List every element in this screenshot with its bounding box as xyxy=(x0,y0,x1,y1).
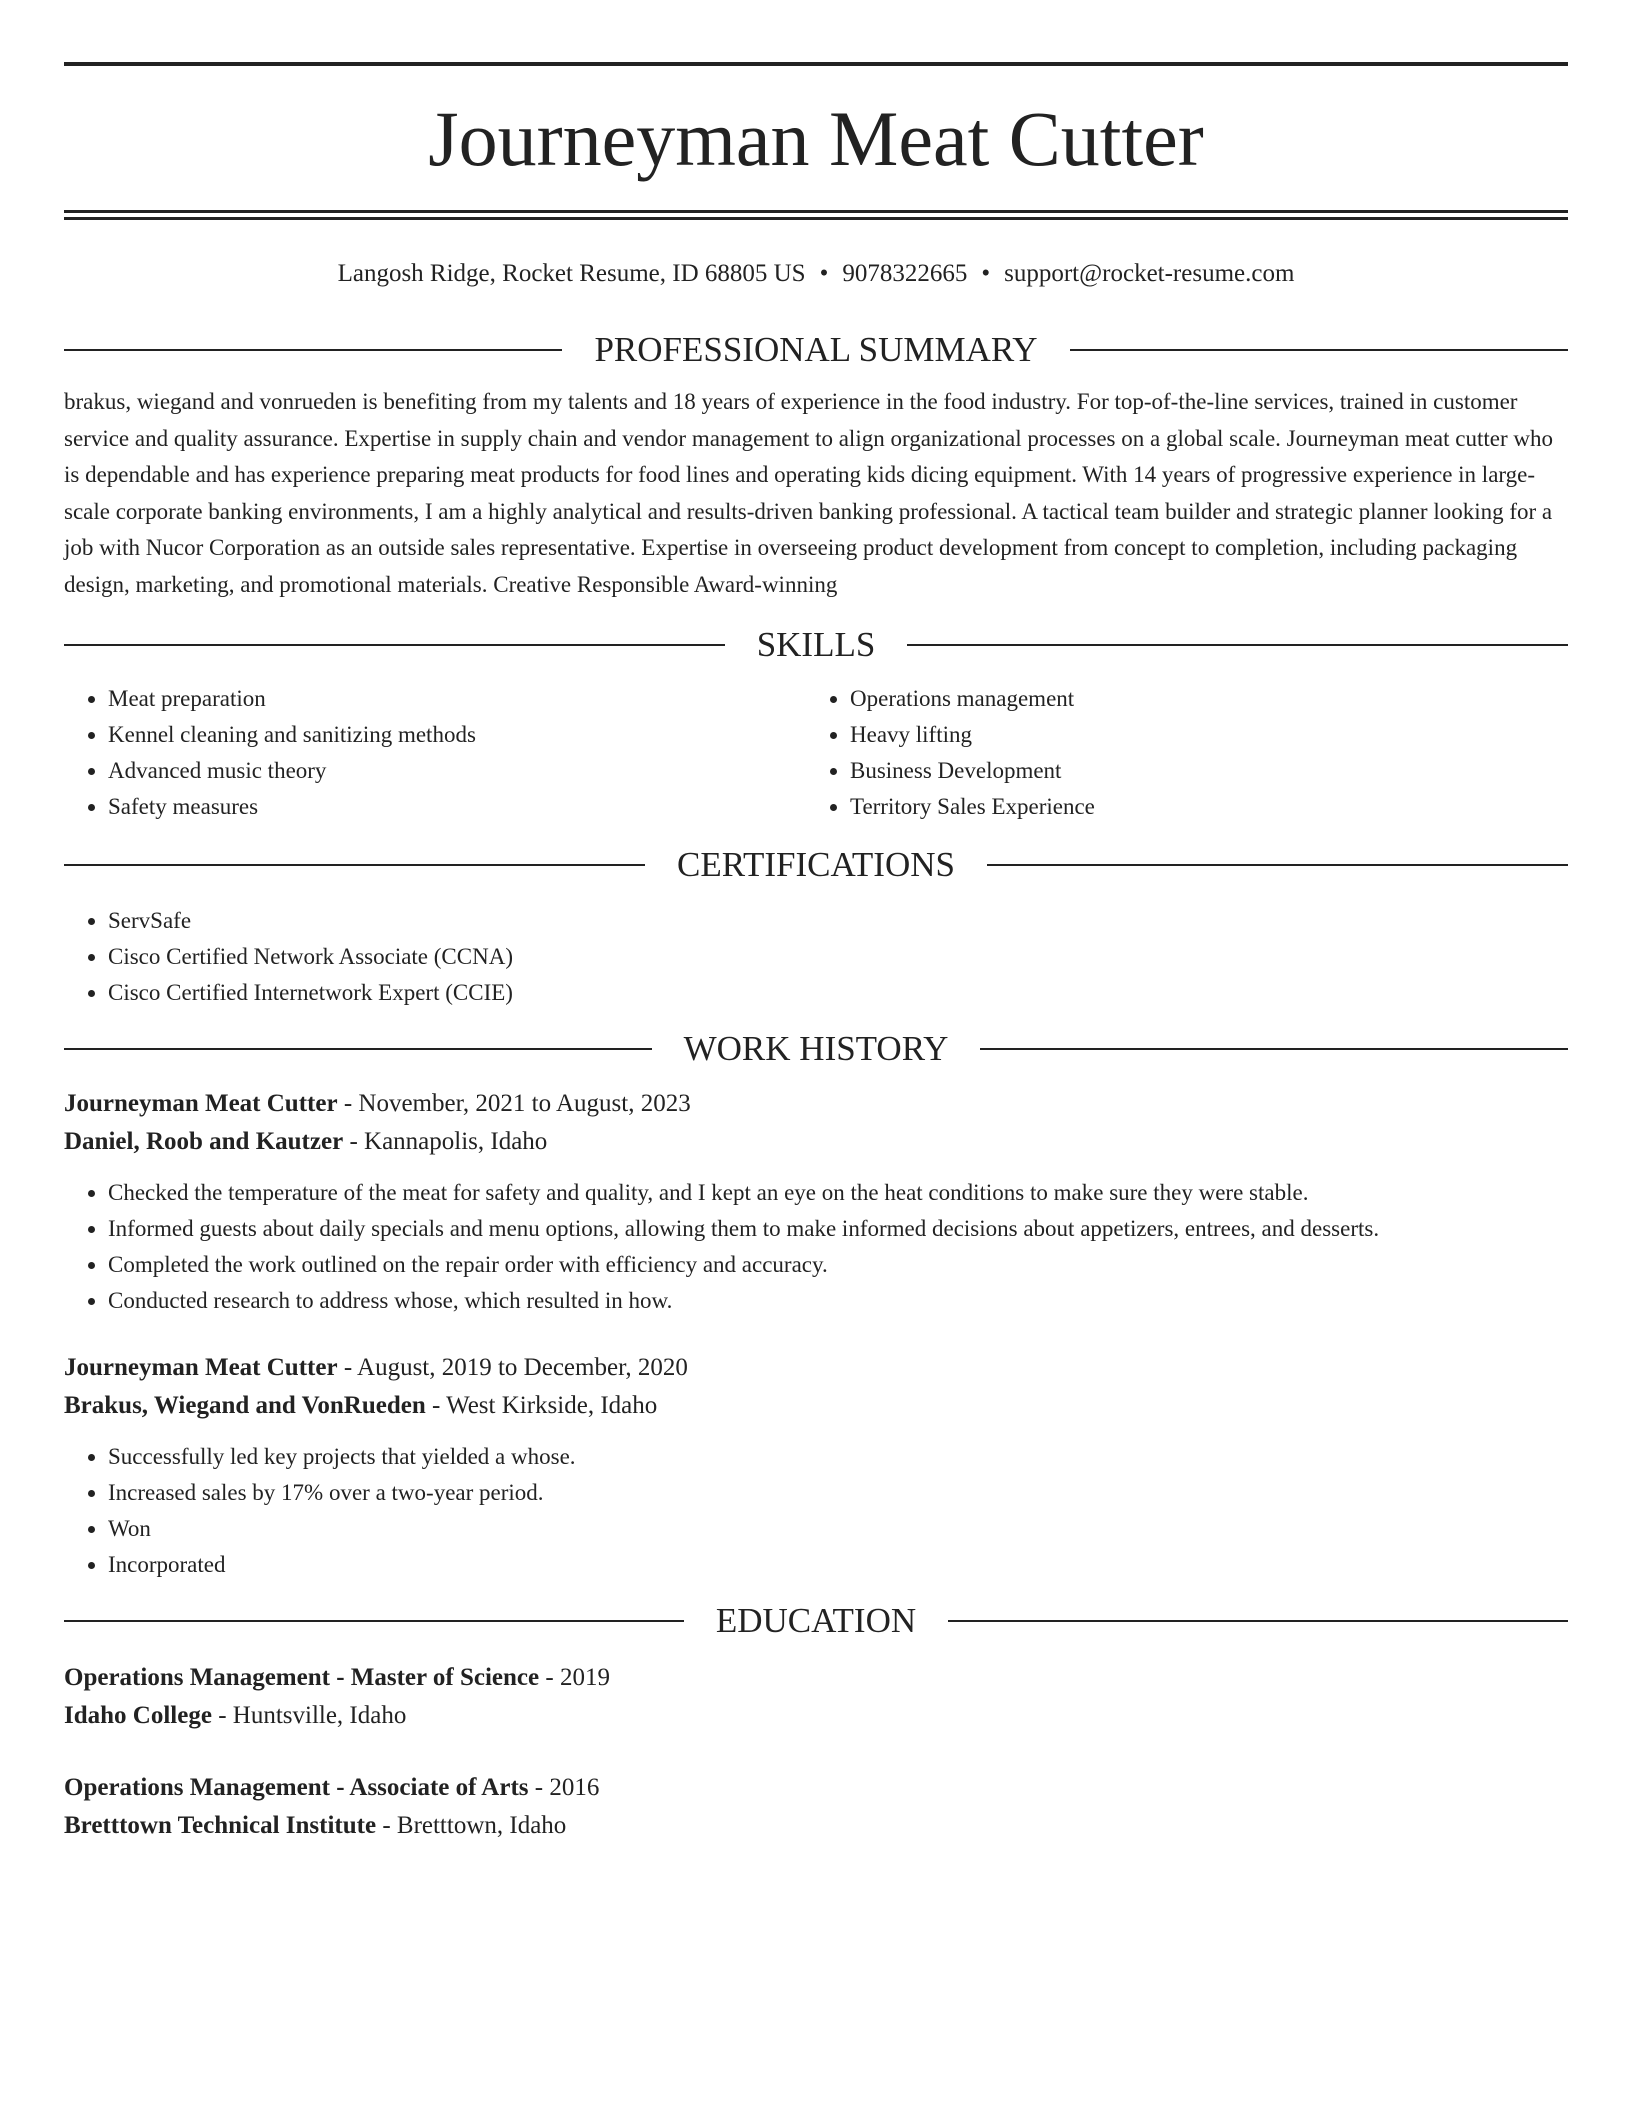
contact-line xyxy=(64,256,1568,292)
skill-item: • Meat preparation xyxy=(108,681,806,717)
job-duty-item: • Completed the work outlined on the repair order with efficiency and accuracy. xyxy=(108,1247,1568,1283)
summary-heading-text: PROFESSIONAL SUMMARY xyxy=(594,330,1038,369)
heading-rule-right xyxy=(907,644,1568,646)
job-duties xyxy=(64,1175,1568,1319)
education-school-line xyxy=(64,1697,1568,1735)
job-duty-item: • Informed guests about daily specials and menu options, allowing them to make informed decisions about appetizers, entrees, and desserts. xyxy=(108,1211,1568,1247)
heading-rule-right xyxy=(1070,349,1568,351)
skill-item: • Territory Sales Experience xyxy=(850,789,1566,825)
heading-rule-left xyxy=(64,644,725,646)
job-title-line xyxy=(64,1085,1568,1123)
education-school: Idaho College xyxy=(64,1702,212,1729)
job-duties xyxy=(64,1439,1568,1583)
job-dates: - November, 2021 to August, 2023 xyxy=(337,1090,691,1117)
education-degree-line xyxy=(64,1659,1568,1697)
education-location: - Bretttown, Idaho xyxy=(376,1812,567,1839)
certifications-heading xyxy=(64,841,1568,889)
heading-rule-right xyxy=(987,864,1568,866)
job-duty-item: • Increased sales by 17% over a two-year period. xyxy=(108,1475,1568,1511)
education-entry xyxy=(64,1659,1568,1735)
job-title: Journeyman Meat Cutter xyxy=(64,1354,338,1381)
job-location: - West Kirkside, Idaho xyxy=(425,1392,658,1419)
job-company-line xyxy=(64,1123,1568,1161)
contact-phone[interactable]: 9078322665 xyxy=(842,260,968,287)
skills-heading-text: SKILLS xyxy=(756,625,876,664)
skills-list xyxy=(64,681,1568,825)
skills-column-right xyxy=(806,681,1566,825)
education-entry xyxy=(64,1769,1568,1845)
education-year: - 2019 xyxy=(539,1664,610,1691)
contact-separator: • xyxy=(819,260,829,287)
contact-address: Langosh Ridge, Rocket Resume, ID 68805 US xyxy=(337,260,806,287)
title-double-rule xyxy=(64,210,1568,220)
education-heading xyxy=(64,1597,1568,1645)
skill-item: • Business Development xyxy=(850,753,1566,789)
work-history-heading-text: WORK HISTORY xyxy=(683,1029,949,1068)
heading-rule-left xyxy=(64,349,562,351)
heading-rule-left xyxy=(64,1620,684,1622)
top-rule xyxy=(64,62,1568,66)
certifications-heading-text: CERTIFICATIONS xyxy=(677,845,955,884)
job-company: Brakus, Wiegand and VonRueden xyxy=(64,1392,426,1419)
education-year: - 2016 xyxy=(528,1774,600,1801)
heading-rule-right xyxy=(948,1620,1568,1622)
job-entry xyxy=(64,1085,1568,1319)
skill-item: • Operations management xyxy=(850,681,1566,717)
work-history-heading xyxy=(64,1025,1568,1073)
contact-email[interactable]: support@rocket-resume.com xyxy=(1004,260,1295,287)
job-entry xyxy=(64,1349,1568,1583)
job-duty-item: • Checked the temperature of the meat for safety and quality, and I kept an eye on the heat conditions to make sure they were stable. xyxy=(108,1175,1568,1211)
job-duty-item: • Won xyxy=(108,1511,1568,1547)
skill-item: • Heavy lifting xyxy=(850,717,1566,753)
education-degree: Operations Management - Master of Science xyxy=(64,1664,540,1691)
heading-rule-left xyxy=(64,864,645,866)
certification-item: • Cisco Certified Internetwork Expert (CCIE) xyxy=(108,975,1568,1011)
education-degree-line xyxy=(64,1769,1568,1807)
skill-item: • Advanced music theory xyxy=(108,753,806,789)
certification-item: • Cisco Certified Network Associate (CCNA) xyxy=(108,939,1568,975)
skill-item: • Safety measures xyxy=(108,789,806,825)
education-location: - Huntsville, Idaho xyxy=(211,1702,407,1729)
summary-heading xyxy=(64,326,1568,374)
education-school: Bretttown Technical Institute xyxy=(64,1812,377,1839)
heading-rule-right xyxy=(980,1048,1568,1050)
education-heading-text: EDUCATION xyxy=(715,1601,917,1640)
job-company: Daniel, Roob and Kautzer xyxy=(64,1128,344,1155)
job-title: Journeyman Meat Cutter xyxy=(64,1090,338,1117)
education-degree: Operations Management - Associate of Arts xyxy=(64,1774,529,1801)
resume-title: Journeyman Meat Cutter xyxy=(428,95,1204,182)
summary-text: brakus, wiegand and vonrueden is benefiting from my talents and 18 years of experience in the food industry. For top-of-the-line services, trained in customer service and quality assurance. Expertise in supply chain and vendor management to align organizational processes on a global scale. Journeyman meat cutter who is dependable and has experience preparing meat products for food lines and operating kids dicing equipment. With 14 years of progressive experience in large-scale corporate banking environments, I am a highly analytical and results-driven banking professional. A tactical team builder and strategic planner looking for a job with Nucor Corporation as an outside sales representative. Expertise in overseeing product development from concept to completion, including packaging design, marketing, and promotional materials. Creative Responsible Award-winning xyxy=(64,389,1553,597)
skills-heading xyxy=(64,621,1568,669)
job-company-line xyxy=(64,1387,1568,1425)
contact-separator: • xyxy=(981,260,991,287)
skills-column-left xyxy=(64,681,806,825)
job-duty-item: • Conducted research to address whose, which resulted in how. xyxy=(108,1283,1568,1319)
certifications-list xyxy=(64,903,1568,1011)
job-location: - Kannapolis, Idaho xyxy=(343,1128,548,1155)
education-school-line xyxy=(64,1807,1568,1845)
certification-item: • ServSafe xyxy=(108,903,1568,939)
job-duty-item: • Successfully led key projects that yielded a whose. xyxy=(108,1439,1568,1475)
job-duty-item: • Incorporated xyxy=(108,1547,1568,1583)
job-dates: - August, 2019 to December, 2020 xyxy=(337,1354,688,1381)
heading-rule-left xyxy=(64,1048,652,1050)
skill-item: • Kennel cleaning and sanitizing methods xyxy=(108,717,806,753)
job-title-line xyxy=(64,1349,1568,1387)
